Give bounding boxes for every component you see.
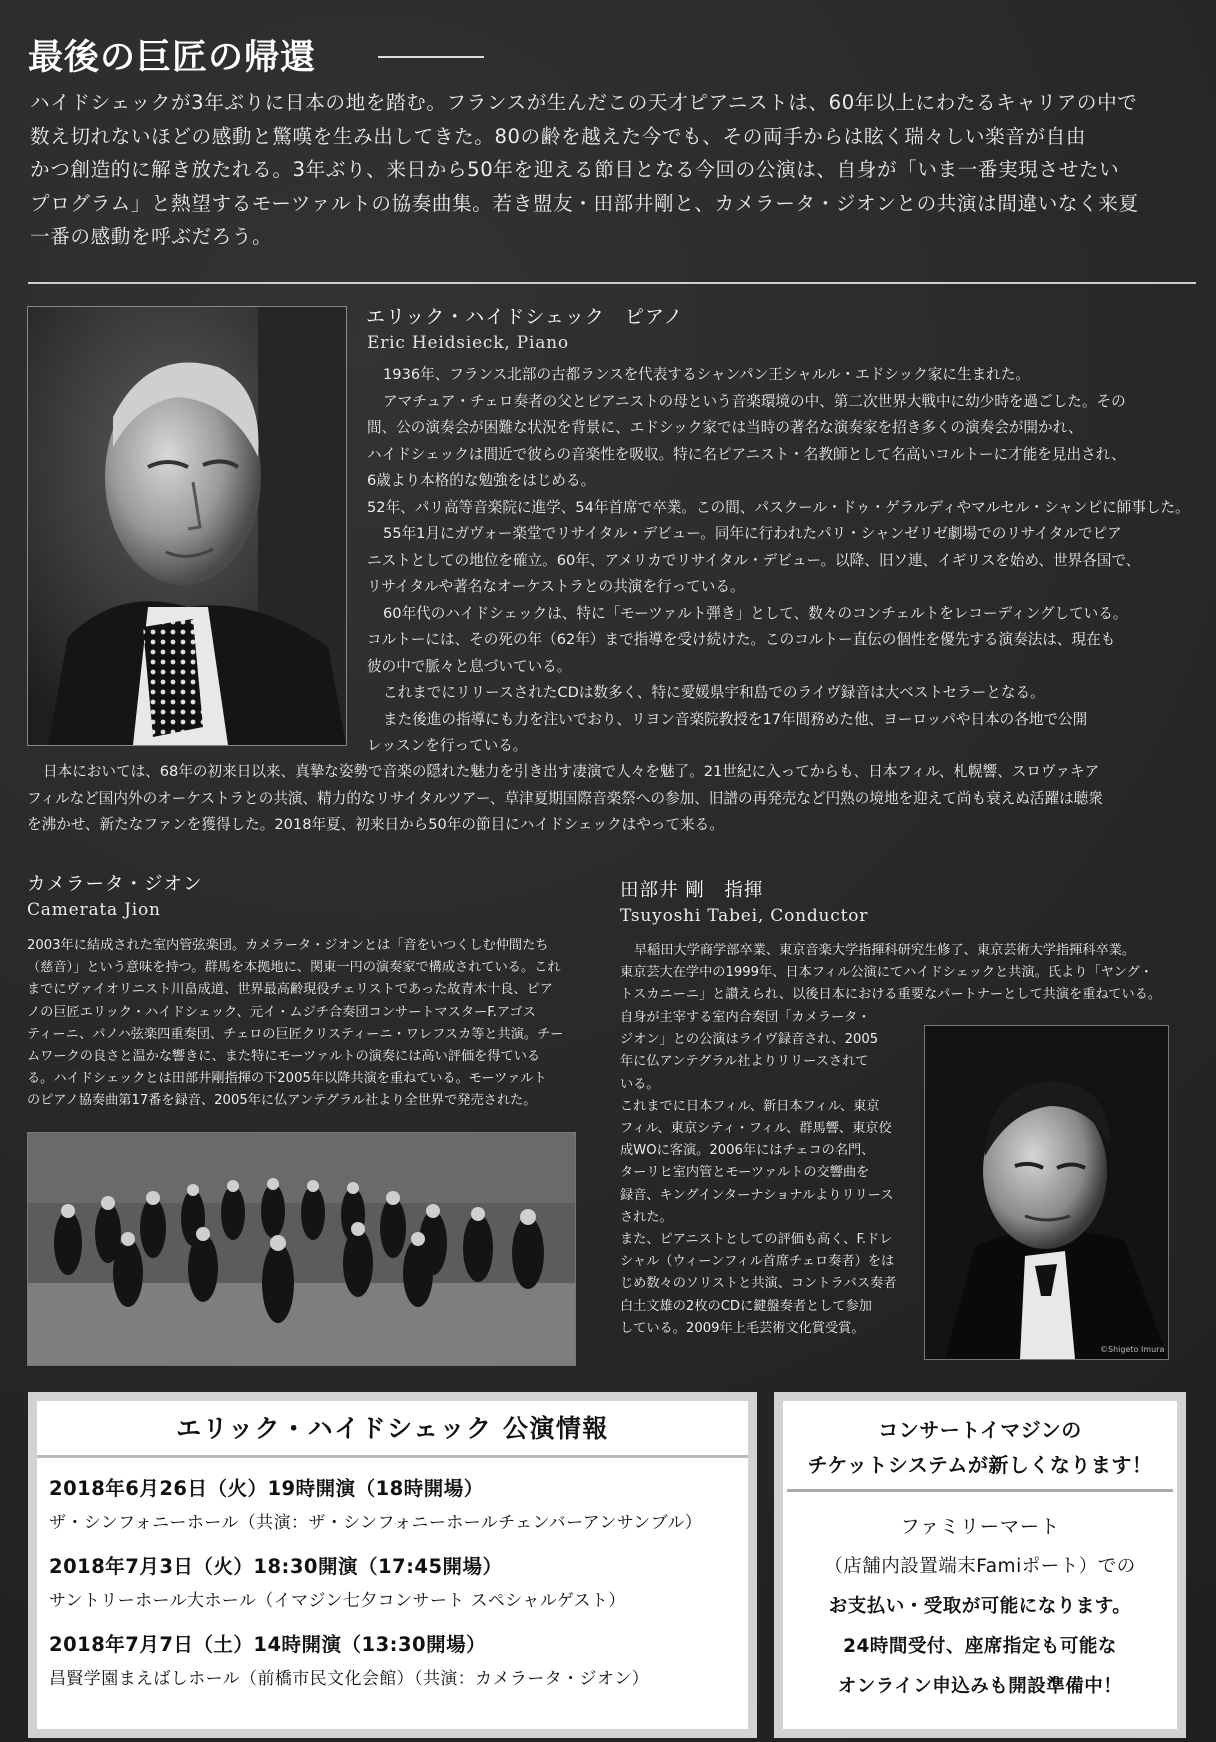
intro-line: プログラム」と熱望するモーツァルトの協奏曲集。若き盟友・田部井剛と、カメラータ・ジオンとの共演は間違いなく来夏 [30,191,1139,215]
heidsieck-portrait [27,306,347,746]
bio-line: アマチュア・チェロ奏者の父とピアニストの母という音楽環境の中、第二次世界大戦中に幼少時を過ごした。その [383,392,1126,410]
header-divider [28,282,1196,284]
bio-line: また後進の指導にも力を注いでおり、リヨン音楽院教授を17年間務めた他、ヨーロッパや日本の各地で公開 [383,710,1088,728]
bio-line: された。 [620,1209,673,1225]
bio-line: いる。 [620,1076,660,1092]
performance-date: 2018年7月3日（火）18:30開演（17:45開場） [49,1555,503,1578]
bio-line: 早稲田大学商学部卒業、東京音楽大学指揮科研究生修了、東京芸術大学指揮科卒業。 [634,943,1136,958]
performance-date: 2018年7月7日（土）14時開演（13:30開場） [49,1633,487,1656]
tabei-title: 田部井 剛 指揮 [620,880,764,901]
performance-title-rule [37,1455,748,1458]
bio-line: ハイドシェックは間近で彼らの音楽性を吸収。特に名ピアニスト・名教師として名高いコルトーに才能を見出され、 [367,445,1126,463]
performance-info-box [28,1392,757,1738]
ticket-line: お支払い・受取が可能になります。 [828,1596,1132,1617]
bio-line: （慈音）」という意味を持つ。群馬を本拠地に、関東一円の演奏家で構成されている。これ [27,960,561,976]
ticket-line: ファミリーマート [900,1515,1060,1538]
bio-line: 6歳より本格的な勉強をはじめる。 [367,472,596,489]
bio-line: これまでに日本フィル、新日本フィル、東京 [620,1098,880,1114]
bio-line: 1936年、フランス北部の古都ランスを代表するシャンパン王シャルル・エドシック家に生まれた。 [383,366,1030,383]
bio-line: 自身が主宰する室内合奏団「カメラータ・ [620,1010,871,1025]
tabei-portrait [924,1025,1169,1360]
bio-line: している。2009年上毛芸術文化賞受賞。 [620,1320,865,1336]
bio-line: を沸かせ、新たなファンを獲得した。2018年夏、初来日から50年の節目にハイドシェックはやって来る。 [27,816,724,833]
bio-line: レッスンを行っている。 [367,737,528,754]
performance-info-title: エリック・ハイドシェック 公演情報 [176,1414,609,1443]
intro-text [30,86,1190,254]
bio-line: 52年、パリ高等音楽院に進学、54年首席で卒業。この間、パスクール・ドゥ・ゲラルディやマルセル・シャンピに師事した。 [367,498,1190,516]
intro-line: かつ創造的に解き放たれる。3年ぶり、来日から50年を迎える節目となる今回の公演は、自身が「いま一番実現させたい [30,158,1120,181]
bio-line: 間、公の演奏会が困難な状況を背景に、エドシック家では当時の著名な演奏家を招き多くの演奏会が開かれ、 [367,419,1083,436]
bio-line: ノの巨匠エリック・ハイドシェック、元イ・ムジチ合奏団コンサートマスターF.アゴス [27,1004,536,1020]
bio-line: までにヴァイオリニスト川畠成道、世界最高齢現役チェリストであった故青木十良、ピア [27,982,553,998]
bio-line: また、ピアニストとしての評価も高く、F.ドレ [620,1232,893,1248]
bio-line: フィルなど国内外のオーケストラとの共演、精力的なリサイタルツアー、草津夏期国際音楽祭への参加、旧譜の再発売など円熟の境地を迎えて尚も衰えぬ活躍は聴衆 [27,789,1103,807]
ticket-headline-line: チケットシステムが新しくなります！ [807,1453,1153,1477]
tabei-bio-continued [620,1007,920,1340]
bio-line: コルトーには、その死の年（62年）まで指導を受け続けた。このコルトー直伝の個性を優先する演奏法は、現在も [367,631,1116,648]
performance-date: 2018年6月26日（火）19時開演（18時開場） [49,1477,484,1500]
bio-line: 東京芸大在学中の1999年、日本フィル公演にてハイドシェックと共演。氏より「ヤング・ [620,965,1153,981]
heidsieck-subtitle: Eric Heidsieck, Piano [367,333,569,353]
ticket-details [783,1507,1177,1707]
intro-line: ハイドシェックが3年ぶりに日本の地を踏む。フランスが生んだこの天才ピアニストは、60年以上にわたるキャリアの中で [30,91,1138,114]
ticket-headline-line: コンサートイマジンの [878,1418,1082,1442]
ticket-line: 24時間受付、座席指定も可能な [843,1636,1117,1657]
bio-line: 年に仏アンテグラル社よりリリースされて [620,1054,869,1070]
bio-line: フィル、東京シティ・フィル、群馬響、東京佼 [620,1121,892,1137]
bio-line: ムワークの良さと温かな響きに、また特にモーツァルトの演奏には高い評価を得ている [27,1049,541,1065]
bio-line: 55年1月にガヴォー楽堂でリサイタル・デビュー。同年に行われたパリ・シャンゼリゼ劇場でのリサイタルでピア [383,525,1122,542]
tabei-subtitle: Tsuyoshi Tabei, Conductor [620,906,869,926]
bio-line: 60年代のハイドシェックは、特に「モーツァルト弾き」として、数々のコンチェルトをレコーディングしている。 [383,604,1128,622]
bio-line: のピアノ協奏曲第17番を録音、2005年に仏アンテグラル社より全世界で発売された。 [27,1093,537,1109]
camerata-title: カメラータ・ジオン [27,874,203,895]
camerata-bio [27,935,582,1113]
ticket-info-box [774,1392,1186,1738]
intro-line: 数え切れないほどの感動と驚嘆を生み出してきた。80の齢を越えた今でも、その両手からは眩く瑞々しい楽音が自由 [30,124,1087,148]
bio-line: 成WOに客演。2006年にはチェコの名門、 [620,1143,875,1159]
camerata-subtitle: Camerata Jion [27,900,161,920]
heidsieck-bio [367,362,1190,760]
ticket-line: オンライン申込みも開設準備中！ [837,1676,1123,1697]
bio-line: リサイタルや著名なオーケストラとの共演を行っている。 [367,578,745,595]
tabei-bio [620,940,1180,1007]
bio-line: ティーニ、パノハ弦楽四重奏団、チェロの巨匠クリスティーニ・ワレフスカ等と共演。チー [27,1026,564,1042]
bio-line: ジオン」との公演はライヴ録音され、2005 [620,1032,879,1048]
page-title: 最後の巨匠の帰還 [28,37,317,78]
ticket-rule [787,1489,1173,1492]
bio-line: ターリヒ室内管とモーツァルトの交響曲を [620,1165,870,1181]
bio-line: これまでにリリースされたCDは数多く、特に愛媛県宇和島でのライヴ録音は大ベストセラーとなる。 [383,684,1045,701]
intro-line: 一番の感動を呼ぶだろう。 [30,225,273,248]
ticket-headline [783,1413,1177,1483]
bio-line: 日本においては、68年の初来日以来、真摯な姿勢で音楽の隠れた魅力を引き出す凄演で人々を魅了。21世紀に入ってからも、日本フィル、札幌響、スロヴァキア [43,763,1100,780]
heidsieck-bio-continued [27,759,1197,839]
bio-line: 録音、キングインターナショナルよりリリース [620,1187,894,1203]
performance-venue: サントリーホール大ホール（イマジン七夕コンサート スペシャルゲスト） [49,1591,626,1611]
photo-credit: ©Shigeto Imura [1100,1345,1165,1354]
bio-line: シャル（ウィーンフィル首席チェロ奏者）をは [620,1254,895,1270]
heidsieck-title: エリック・ハイドシェック ピアノ [366,306,684,328]
bio-line: 彼の中で脈々と息づいている。 [367,657,572,675]
ticket-line: （店舗内設置端末Famiポート）での [824,1556,1136,1577]
title-rule [378,56,484,58]
performance-venue: ザ・シンフォニーホール（共演：ザ・シンフォニーホールチェンバーアンサンブル） [49,1513,703,1533]
performance-venue: 昌賢学園まえばしホール（前橋市民文化会館）（共演：カメラータ・ジオン） [49,1669,650,1689]
bio-line: ニストとしての地位を確立。60年、アメリカでリサイタル・デビュー。以降、旧ソ連、イギリスを始め、世界各国で、 [367,551,1141,569]
bio-line: 2003年に結成された室内管弦楽団。カメラータ・ジオンとは「音をいつくしむ仲間たち [27,938,549,953]
bio-line: 白土文雄の2枚のCDに鍵盤奏者として参加 [620,1298,872,1314]
bio-line: じめ数々のソリストと共演、コントラバス奏者 [620,1276,897,1292]
bio-line: トスカニーニ」と讃えられ、以後日本における重要なパートナーとして共演を重ねている。 [620,987,1162,1003]
bio-line: る。ハイドシェックとは田部井剛指揮の下2005年以降共演を重ねている。モーツァルト [27,1071,547,1087]
orchestra-photo [27,1132,576,1366]
